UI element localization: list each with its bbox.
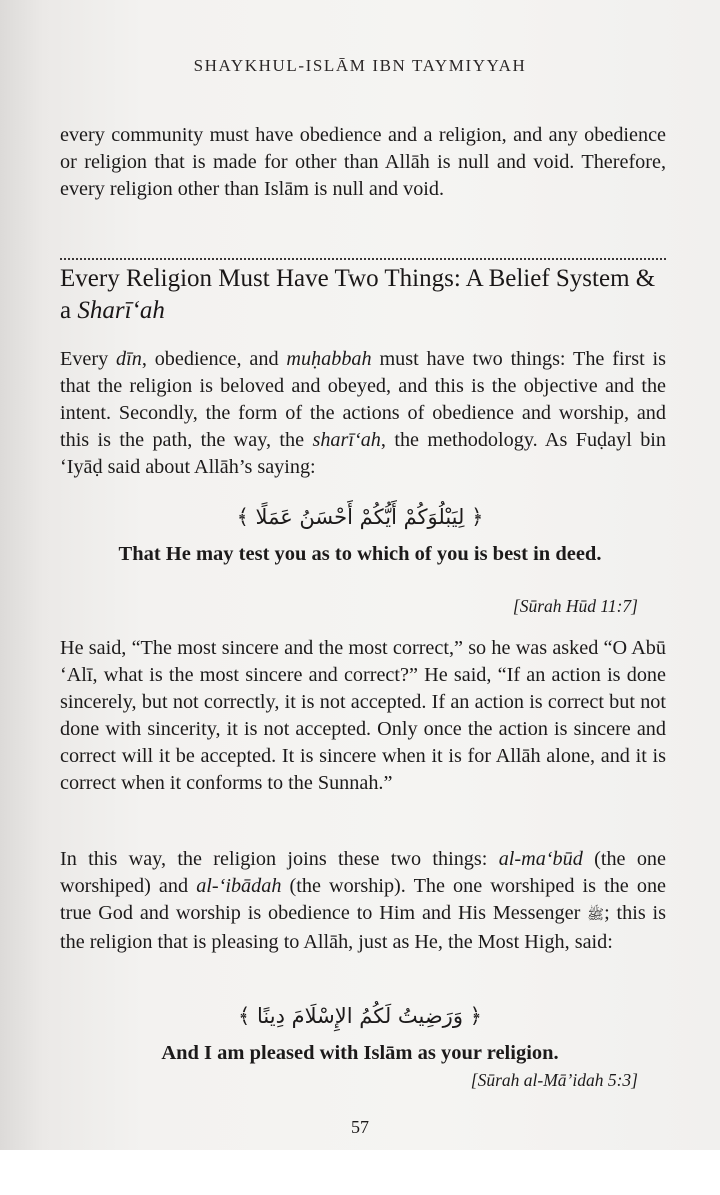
paragraph-2: He said, “The most sincere and the most correct,” so he was asked “O Abū ‘Alī, what is the most sincere and correct?” He said, “If an action is done sincerely, but not correctly, it is not accepted. If an action is correct but not done with sincerity, it is not accepted. Only once the action is sincere and correct will it be accepted. It is sincere when it is for Allāh alone, and it is correct when it conforms to the Sunnah.” bbox=[60, 637, 666, 794]
intro-paragraph-block bbox=[60, 122, 666, 203]
intro-paragraph: every community must have obedience and a religion, and any obedience or religion that is made for other than Allāh is null and void. Therefore, every religion other than Islām is null and void. bbox=[60, 124, 666, 200]
section-heading-italic: Sharī‘ah bbox=[77, 297, 165, 324]
term-muhabbah: muḥabbah bbox=[286, 348, 372, 370]
term-din: dīn bbox=[116, 348, 142, 370]
paragraph-3-block bbox=[60, 846, 666, 956]
text-run: must have two things: The first is that the religion is beloved and obeyed, and this is the objective and the intent. Secondly, the form of the actions of obedience and worship, and this is the path, the way, the bbox=[60, 348, 667, 451]
running-head: SHAYKHUL-ISLĀM IBN TAYMIYYAH bbox=[193, 56, 527, 75]
term-al-mabud: al-ma‘būd bbox=[498, 848, 583, 870]
text-run: , obedience, and bbox=[141, 348, 287, 370]
section-heading-main: Every Religion Must Have Two Things: A Belief System & a bbox=[60, 265, 656, 324]
quran-verse-arabic-1: ﴿ لِيَبْلُوَكُمْ أَيُّكُمْ أَحْسَنُ عَمَلًا ﴾ bbox=[236, 505, 484, 529]
text-run: (the one worshiped) and bbox=[60, 848, 666, 897]
text-run: (the worship). The one worshiped is the one true God and worship is obedience to Him and His Messenger bbox=[60, 875, 666, 924]
text-run: Every bbox=[60, 348, 117, 370]
text-run: ; this is the religion that is pleasing to Allāh, just as He, the Most High, said: bbox=[60, 902, 667, 953]
quran-verse-translation-1: That He may test you as to which of you is best in deed. bbox=[118, 543, 602, 565]
term-al-ibadah: al-‘ibādah bbox=[196, 875, 282, 897]
section-divider bbox=[60, 258, 666, 260]
quran-verse-translation-2: And I am pleased with Islām as your religion. bbox=[161, 1042, 559, 1064]
paragraph-2-block bbox=[60, 635, 666, 797]
section-heading bbox=[60, 263, 670, 327]
text-run: , the methodology. As Fuḍayl bin ‘Iyāḍ said about Allāh’s saying: bbox=[60, 429, 666, 478]
quran-reference-2: [Sūrah al-Mā’idah 5:3] bbox=[470, 1070, 638, 1090]
paragraph-1-block bbox=[60, 346, 666, 481]
text-run: In this way, the religion joins these two things: bbox=[60, 848, 499, 870]
page-number: 57 bbox=[351, 1117, 369, 1137]
quran-verse-arabic-2: ﴿ وَرَضِيتُ لَكُمُ الإِسْلَامَ دِينًا ﴾ bbox=[238, 1004, 482, 1028]
term-shariah: sharī‘ah bbox=[312, 429, 381, 451]
paragraph-3 bbox=[60, 846, 666, 956]
paragraph-1 bbox=[60, 346, 666, 481]
quran-reference-1: [Sūrah Hūd 11:7] bbox=[512, 596, 638, 616]
salutation-icon: ﷺ bbox=[587, 907, 605, 923]
